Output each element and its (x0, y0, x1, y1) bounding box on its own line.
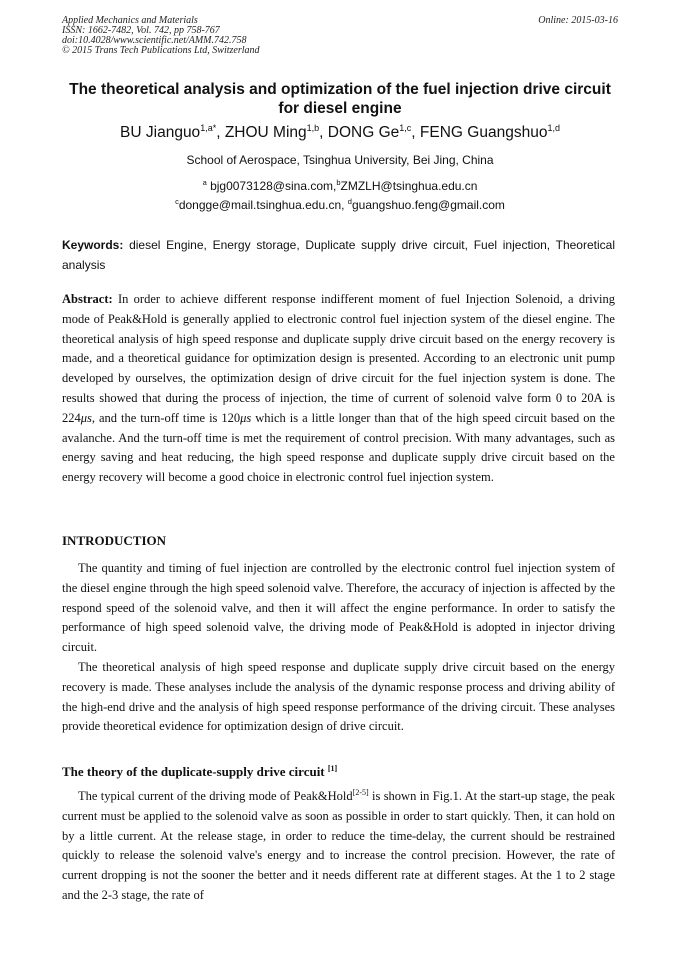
author-name: FENG Guangshuo (419, 124, 548, 141)
affiliation: School of Aerospace, Tsinghua University, Bei Jing, China (186, 153, 494, 167)
paragraph-text: The typical current of the driving mode of Peak&Hold (78, 789, 353, 803)
doi-line: doi:10.4028/www.scientific.net/AMM.742.758 (62, 35, 247, 46)
keywords-label: Keywords: (62, 238, 124, 252)
abstract-text: which is a little longer than that of the high speed circuit based on the avalanche. And the turn-off time is met the requirement of control precision. With many advantages, such as energy saving and heat reducing, the high speed response and duplicate supply drive circuit based on the energy recovery will become a good choice in electronic control fuel injection system. (62, 410, 615, 485)
author-affil-sup: 1,b (306, 123, 320, 133)
theory-heading-text: The theory of the duplicate-supply drive circuit (62, 764, 328, 779)
journal-header (62, 16, 618, 56)
microsecond-unit: μs (80, 410, 92, 425)
email-sup: d (347, 197, 352, 206)
email-link[interactable]: bjg0073128@sina.com, (206, 179, 337, 193)
author-affil-sup: 1,d (547, 123, 560, 133)
author-separator: , (216, 124, 225, 141)
author-name: DONG Ge (327, 124, 400, 141)
journal-name: Applied Mechanics and Materials (62, 15, 198, 26)
author-affil-sup: 1,c (399, 123, 412, 133)
author-name: BU Jianguo (120, 124, 201, 141)
microsecond-unit: μs (240, 410, 252, 425)
author-list (62, 123, 618, 143)
intro-paragraph-2: The theoretical analysis of high speed response and duplicate supply drive circuit based on the energy recovery is made. These analyses include the analysis of the dynamic response process and driving ability of the high-end drive and the analysis of high speed response performance of the driving circuit. These analyses provide theoretical evidence for optimization design of drive circuit. (62, 660, 615, 734)
email-sup: b (336, 178, 341, 187)
email-sup: c (175, 197, 179, 206)
author-affil-sup: 1,a* (200, 123, 217, 133)
abstract-label: Abstract: (62, 292, 113, 306)
intro-paragraph-1: The quantity and timing of fuel injection are controlled by the electronic control fuel injection system of the diesel engine through the high speed solenoid valve. Therefore, the accuracy of injection is affected by the respond speed of the solenoid valve, and then it will affect the engine performance. In order to satisfy the performance of high speed solenoid valve, the driving mode of Peak&Hold is adopted in injector driving circuit. (62, 561, 615, 655)
email-sup: a (202, 178, 207, 187)
section-heading-theory (62, 764, 337, 780)
abstract-text: In order to achieve different response indifferent moment of fuel Injection Solenoid, a driving mode of Peak&Hold is generally applied to electronic control fuel injection system of the diesel engine. The theoretical analysis of high speed response and duplicate supply drive circuit based on the energy recovery is made, and a theoretical guidance for optimization design is presented. According to an electronic unit pump developed by ourselves, the optimization design of drive circuit for the fuel injection system is done. The results showed that during the process of injection, the time of current of solenoid valve form 0 to 20A is 224 (62, 292, 615, 425)
author-separator: , (411, 124, 420, 141)
email-line-1 (62, 178, 618, 194)
keywords (62, 236, 615, 275)
section-heading-introduction: INTRODUCTION (62, 533, 167, 548)
citation-ref: [1] (327, 764, 338, 773)
citation-ref: [2-5] (352, 788, 369, 797)
paper-title: The theoretical analysis and optimization of the fuel injection drive circuit for diesel engine (69, 81, 611, 117)
theory-paragraph-1 (62, 787, 615, 906)
copyright-line: © 2015 Trans Tech Publications Ltd, Switzerland (62, 45, 260, 56)
email-link[interactable]: guangshuo.feng@gmail.com (351, 198, 505, 212)
abstract-text: , and the turn-off time is 120 (91, 410, 241, 425)
email-link[interactable]: ZMZLH@tsinghua.edu.cn (340, 179, 478, 193)
online-date: Online: 2015-03-16 (538, 15, 618, 26)
email-line-2 (62, 197, 618, 213)
author-separator: , (319, 124, 328, 141)
abstract (62, 290, 615, 488)
issn-line: ISSN: 1662-7482, Vol. 742, pp 758-767 (62, 25, 220, 36)
paragraph-text: is shown in Fig.1. At the start-up stage, the peak current must be applied to the solenoid valve as soon as possible in order to start quickly. Then, it can hold on by a little current. At the release stage, in order to reduce the time-delay, the current should be restrained quickly to release the solenoid valve's energy and to increase the control precision. However, the rate of current dropping is not the sooner the better and it needs different rate at different stages. At the 1 to 2 stage and the 2-3 stage, the rate of (62, 789, 615, 902)
author-name: ZHOU Ming (224, 124, 307, 141)
keywords-text: diesel Engine, Energy storage, Duplicate supply drive circuit, Fuel injection, Theoretical analysis (62, 238, 615, 272)
email-link[interactable]: dongge@mail.tsinghua.edu.cn, (178, 198, 348, 212)
